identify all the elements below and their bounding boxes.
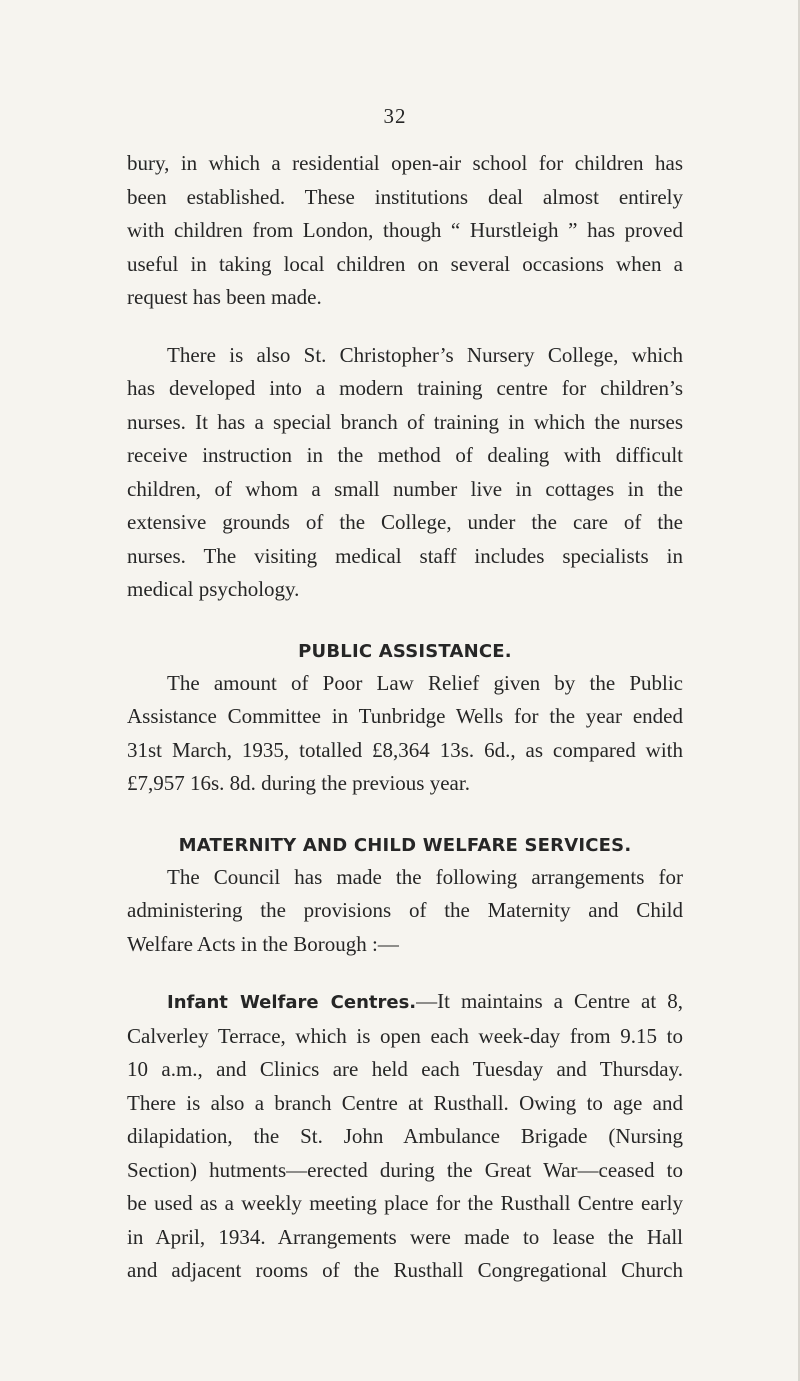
text-line: nurses. It has a special branch of training in which the nurses bbox=[127, 409, 683, 434]
text-line: and adjacent rooms of the Rusthall Congregational Church bbox=[127, 1258, 683, 1282]
section-heading-maternity-child-welfare: MATERNITY AND CHILD WELFARE SERVICES. bbox=[178, 834, 632, 856]
text-line: bury, in which a residential open-air school for children has bbox=[127, 151, 683, 175]
text-line: nurses. The visiting medical staff includes specialists in bbox=[127, 543, 683, 568]
run-in-rest: —It maintains a Centre at 8, bbox=[416, 989, 683, 1013]
text-line: Calverley Terrace, which is open each week-day from 9.15 to bbox=[127, 1023, 683, 1048]
text-line: been established. These institutions deal almost entirely bbox=[127, 184, 683, 209]
text-line: receive instruction in the method of dealing with difficult bbox=[127, 443, 683, 467]
text-line: extensive grounds of the College, under the care of the bbox=[127, 510, 683, 534]
text-line: dilapidation, the St. John Ambulance Brigade (Nursing bbox=[127, 1124, 683, 1148]
paragraph-council-arrangements bbox=[127, 861, 683, 962]
section-heading-public-assistance: PUBLIC ASSISTANCE. bbox=[298, 640, 512, 662]
page-number: 32 bbox=[383, 104, 407, 128]
text-line: useful in taking local children on several occasions when a bbox=[127, 251, 683, 276]
text-line: Assistance Committee in Tunbridge Wells for the year ended bbox=[127, 704, 683, 728]
text-line: Section) hutments—erected during the Great War—ceased to bbox=[127, 1157, 683, 1182]
paragraph-hurstleigh bbox=[127, 147, 683, 315]
text-line: Welfare Acts in the Borough :— bbox=[127, 931, 399, 956]
text-line: with children from London, though “ Hurstleigh ” has proved bbox=[127, 218, 683, 242]
text-line: be used as a weekly meeting place for the Rusthall Centre early bbox=[127, 1191, 683, 1215]
paragraph-infant-welfare-centres bbox=[127, 985, 683, 1288]
text-line: There is also St. Christopher’s Nursery College, which bbox=[167, 342, 683, 367]
text-line: administering the provisions of the Maternity and Child bbox=[127, 898, 683, 922]
text-line bbox=[127, 985, 683, 1020]
page-body bbox=[127, 147, 683, 1288]
text-line: has developed into a modern training centre for children’s bbox=[127, 376, 683, 400]
text-line: children, of whom a small number live in cottages in the bbox=[127, 476, 683, 501]
paragraph-nursery-college bbox=[127, 339, 683, 607]
text-line: £7,957 16s. 8d. during the previous year. bbox=[127, 771, 470, 795]
text-line: The Council has made the following arrangements for bbox=[167, 864, 683, 889]
text-line: medical psychology. bbox=[127, 577, 300, 601]
text-line: The amount of Poor Law Relief given by the Public bbox=[167, 670, 683, 695]
paragraph-poor-law-relief bbox=[127, 667, 683, 801]
text-line: There is also a branch Centre at Rusthall. Owing to age and bbox=[127, 1090, 683, 1115]
text-line: in April, 1934. Arrangements were made to lease the Hall bbox=[127, 1224, 683, 1249]
text-line: 10 a.m., and Clinics are held each Tuesday and Thursday. bbox=[127, 1057, 683, 1081]
text-line: 31st March, 1935, totalled £8,364 13s. 6d., as compared with bbox=[127, 737, 683, 762]
run-in-heading: Infant Welfare Centres. bbox=[167, 992, 417, 1013]
text-line: request has been made. bbox=[127, 285, 322, 309]
